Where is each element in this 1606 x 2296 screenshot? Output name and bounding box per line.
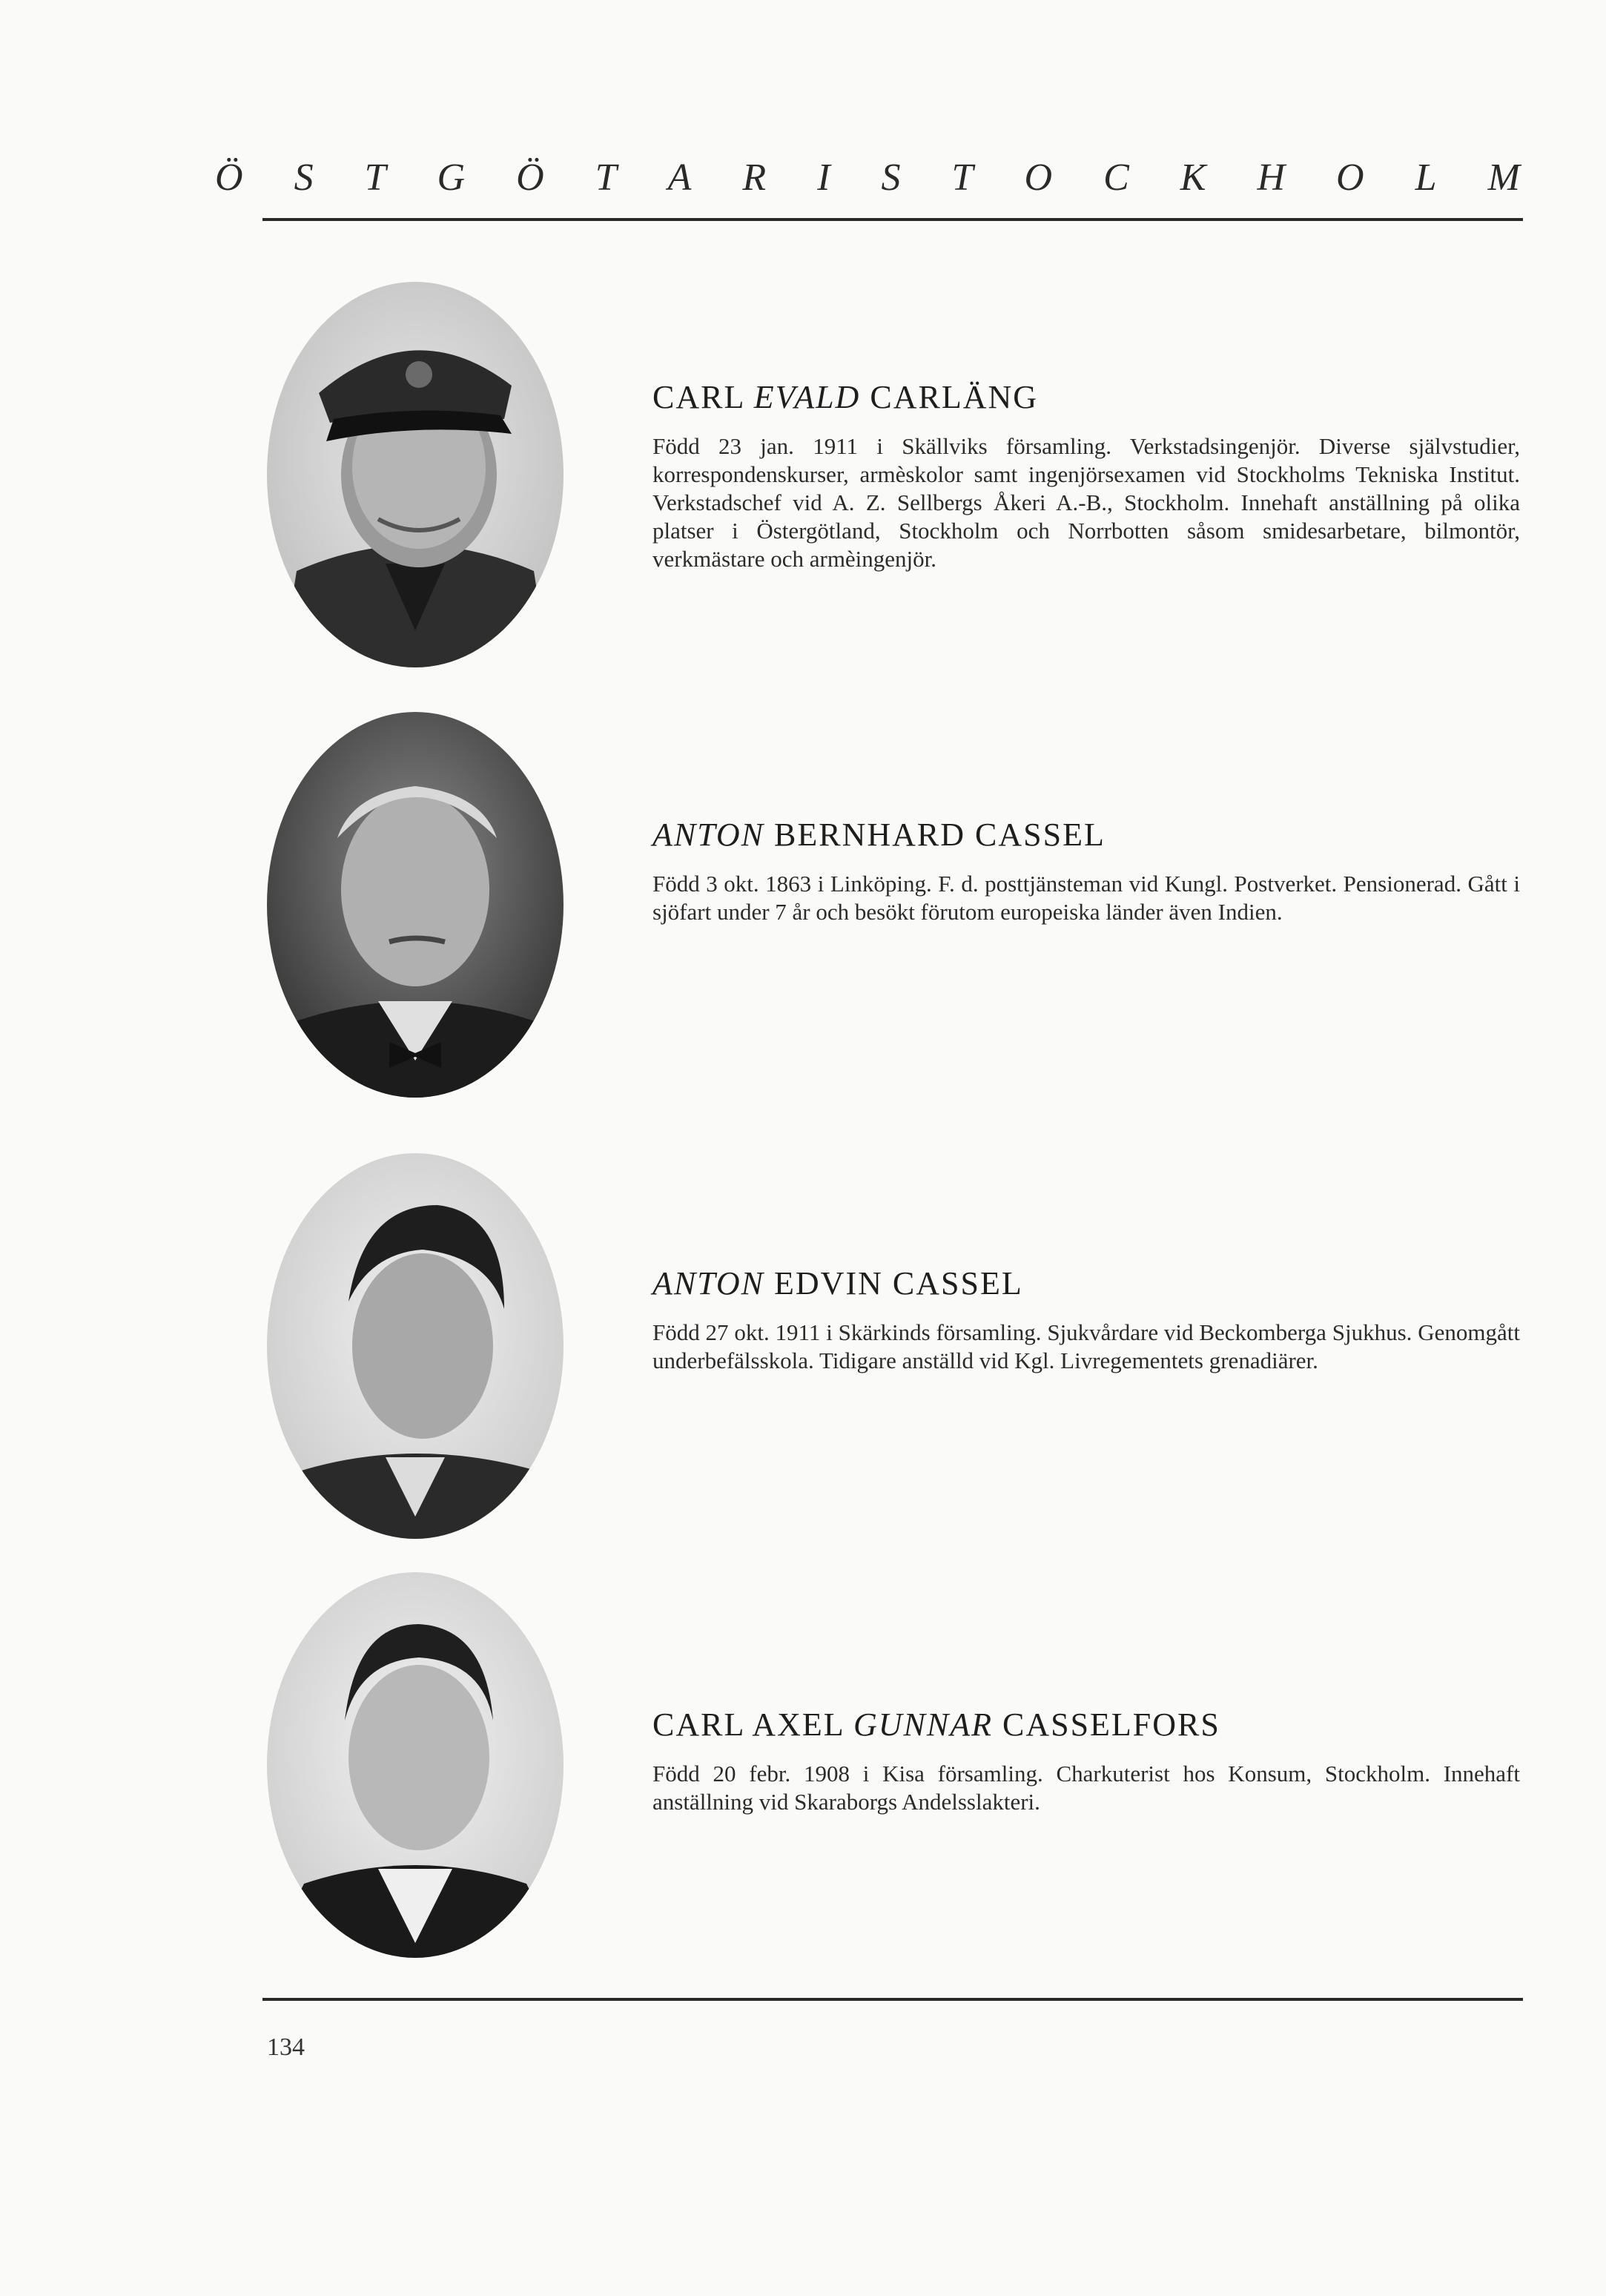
name-part: CARLÄNG <box>860 379 1039 415</box>
header-letter: I <box>817 156 830 199</box>
header-letter: T <box>951 156 974 199</box>
header-letter: K <box>1180 156 1206 199</box>
header-letter: G <box>437 156 466 199</box>
name-part: EDVIN CASSEL <box>764 1265 1023 1302</box>
footer-rule <box>262 1998 1523 2001</box>
biography-text: Född 27 okt. 1911 i Skärkinds församling. Sjukvårdare vid Beckomberga Sjukhus. Genomgått underbefälsskola. Tidigare anställd vid Kgl. Livregementets grenadiärer. <box>652 1319 1520 1373</box>
name-part: BERNHARD CASSEL <box>764 817 1106 853</box>
header-letter: O <box>1336 156 1364 199</box>
person-name <box>652 1706 1520 1744</box>
name-italic-part: GUNNAR <box>853 1706 993 1743</box>
biography-text: Född 20 febr. 1908 i Kisa församling. Charkuterist hos Konsum, Stockholm. Innehaft anställning vid Skaraborgs Andelsslakteri. <box>652 1761 1520 1815</box>
person-name <box>652 816 1520 854</box>
name-italic-part: ANTON <box>652 817 765 853</box>
person-name <box>652 1264 1520 1302</box>
header-letter: A <box>667 156 692 199</box>
header-letter: Ö <box>516 156 544 199</box>
portrait-photo <box>267 1572 564 1958</box>
header-rule <box>262 218 1523 221</box>
header-letter: L <box>1415 156 1437 199</box>
name-part: CARL <box>652 379 754 415</box>
header-letter: T <box>364 156 386 199</box>
name-italic-part: EVALD <box>753 379 861 415</box>
portrait-photo <box>267 712 564 1098</box>
name-part: CASSELFORS <box>992 1706 1220 1743</box>
header-letter: S <box>294 156 314 199</box>
header-letter: T <box>595 156 617 199</box>
biography-text: Född 3 okt. 1863 i Linköping. F. d. posttjänsteman vid Kungl. Postverket. Pensionerad. Gått i sjöfart under 7 år och besökt förutom europeiska länder även Indien. <box>652 871 1520 925</box>
person-name <box>652 378 1520 416</box>
header-letter: Ö <box>215 156 243 199</box>
header-letter: H <box>1257 156 1286 199</box>
biography-text: Född 23 jan. 1911 i Skällviks församling. Verkstadsingenjör. Diverse självstudier, korrespondenskurser, armèskolor samt ingenjörsexamen vid Stockholms Tekniska Institut. Verkstadschef vid A. Z. Sellbergs Åkeri A.-B., Stockholm. Innehaft anställning på olika platser i Östergötland, Stockholm och Norrbotten såsom smidesarbetare, bilmontör, verkmästare och armèingenjör. <box>652 433 1520 572</box>
page-number: 134 <box>267 2033 305 2061</box>
name-italic-part: ANTON <box>652 1265 765 1302</box>
header-letter: O <box>1024 156 1053 199</box>
header-letter: C <box>1103 156 1129 199</box>
portrait-photo <box>267 1153 564 1539</box>
portrait-photo <box>267 282 564 667</box>
name-part: CARL AXEL <box>652 1706 853 1743</box>
header-letter: M <box>1487 156 1520 199</box>
header-letter: S <box>881 156 901 199</box>
header-letter: R <box>742 156 767 199</box>
running-header <box>215 156 1520 208</box>
